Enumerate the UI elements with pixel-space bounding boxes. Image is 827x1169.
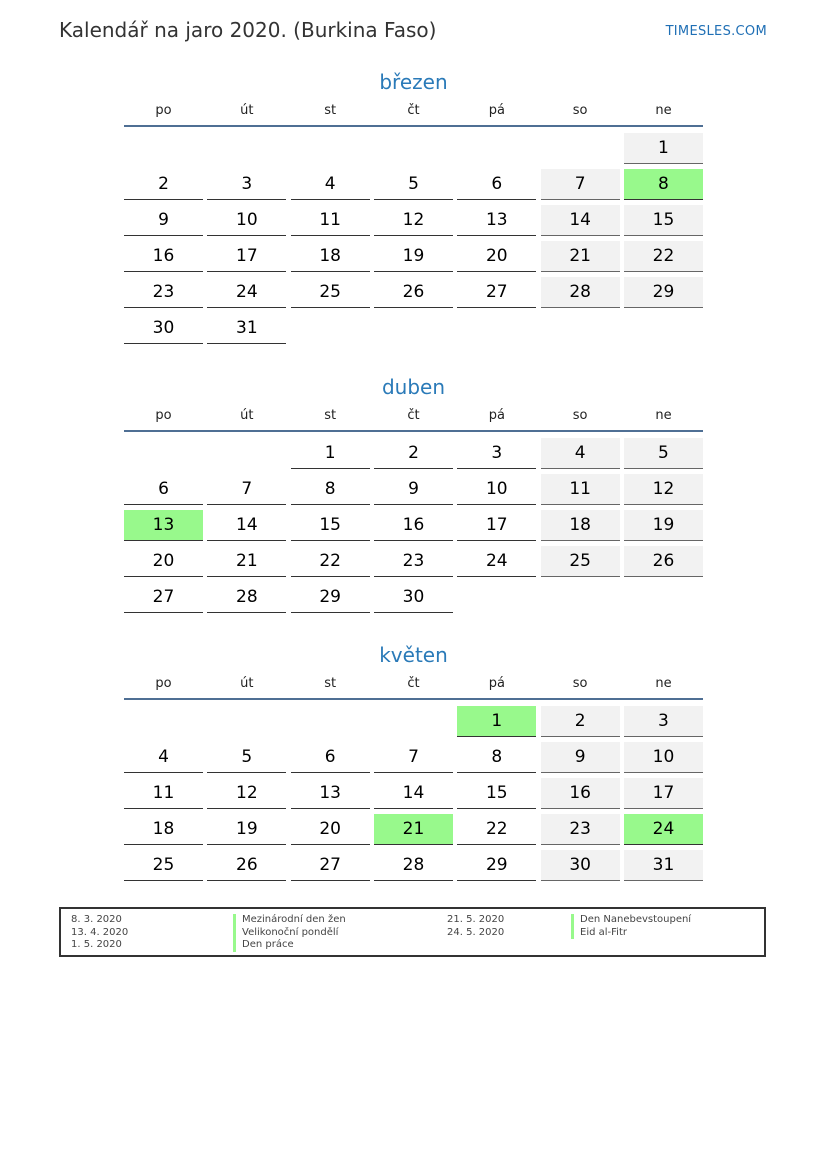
weekday-header [124,101,703,125]
day-cell: 18 [124,814,203,845]
day-cell: 31 [624,850,703,881]
day-cell: 20 [124,546,203,577]
day-cell: 11 [291,205,370,236]
day-cell: 14 [541,205,620,236]
day-cell: 26 [374,277,453,308]
day-cell: 26 [624,546,703,577]
legend-right-names [571,914,691,939]
day-cell: 17 [207,241,286,272]
empty-cell [374,133,453,163]
day-cell: 30 [374,582,453,613]
day-cell: 3 [457,438,536,469]
week-row [124,814,703,850]
weekday-label: ne [655,103,672,118]
weekday-label: so [572,103,588,118]
day-cell: 16 [374,510,453,541]
legend-left-names [233,914,346,952]
empty-cell [374,313,453,343]
week-row [124,582,703,618]
day-cell: 4 [124,742,203,773]
day-cell: 12 [207,778,286,809]
day-cell: 2 [541,706,620,737]
day-cell: 26 [207,850,286,881]
weekday-label: ne [655,676,672,691]
day-cell: 10 [457,474,536,505]
weekday-label: út [240,676,254,691]
legend-right-dates [447,914,504,939]
empty-cell [207,133,286,163]
empty-cell [457,582,536,612]
day-cell: 31 [207,313,286,344]
day-cell: 27 [457,277,536,308]
page-title: Kalendář na jaro 2020. (Burkina Faso) [59,18,437,42]
day-cell: 1 [291,438,370,469]
weekday-label: čt [407,103,420,118]
legend-holiday-name: Velikonoční pondělí [233,927,346,940]
legend-date: 8. 3. 2020 [71,914,122,925]
week-row [124,133,703,169]
header-divider [124,125,703,127]
day-cell: 29 [291,582,370,613]
empty-cell [624,582,703,612]
day-cell: 30 [124,313,203,344]
empty-cell [124,706,203,736]
day-cell: 24 [457,546,536,577]
weekday-label: út [240,408,254,423]
day-cell: 13 [291,778,370,809]
weekday-label: pá [488,676,505,691]
week-row [124,169,703,205]
day-cell: 20 [291,814,370,845]
day-cell: 19 [207,814,286,845]
day-cell: 30 [541,850,620,881]
day-cell: 19 [624,510,703,541]
day-cell: 12 [624,474,703,505]
day-cell: 15 [624,205,703,236]
day-cell: 23 [541,814,620,845]
day-cell: 15 [291,510,370,541]
day-cell: 20 [457,241,536,272]
holiday-day-cell: 21 [374,814,453,845]
weekday-label: út [240,103,254,118]
day-cell: 8 [291,474,370,505]
week-row [124,205,703,241]
day-cell: 27 [291,850,370,881]
weekday-label: čt [407,408,420,423]
day-cell: 15 [457,778,536,809]
empty-cell [541,582,620,612]
empty-cell [457,313,536,343]
holiday-day-cell: 8 [624,169,703,200]
legend-date: 1. 5. 2020 [71,939,122,950]
month-march [124,67,703,349]
day-cell: 12 [374,205,453,236]
day-cell: 5 [207,742,286,773]
weekday-label: čt [407,676,420,691]
week-row [124,546,703,582]
day-cell: 9 [374,474,453,505]
day-cell: 5 [624,438,703,469]
month-name: březen [379,70,448,94]
day-cell: 21 [207,546,286,577]
day-cell: 17 [457,510,536,541]
day-cell: 8 [457,742,536,773]
empty-cell [541,133,620,163]
day-cell: 3 [624,706,703,737]
day-cell: 24 [207,277,286,308]
empty-cell [124,133,203,163]
day-cell: 13 [457,205,536,236]
holiday-day-cell: 24 [624,814,703,845]
day-cell: 4 [541,438,620,469]
legend-holiday-name: Eid al-Fitr [571,927,691,940]
weekday-label: pá [488,408,505,423]
empty-cell [541,313,620,343]
day-cell: 22 [291,546,370,577]
weekday-label: po [155,408,172,423]
week-row [124,438,703,474]
day-cell: 22 [624,241,703,272]
day-cell: 6 [291,742,370,773]
day-cell: 25 [124,850,203,881]
empty-cell [124,438,203,468]
day-cell: 16 [541,778,620,809]
legend-left-dates [71,914,128,952]
day-cell: 10 [207,205,286,236]
day-cell: 28 [374,850,453,881]
day-cell: 19 [374,241,453,272]
empty-cell [291,313,370,343]
day-cell: 22 [457,814,536,845]
week-row [124,241,703,277]
weekday-label: pá [488,103,505,118]
day-cell: 18 [291,241,370,272]
month-name: květen [379,643,448,667]
weekday-label: st [324,103,337,118]
empty-cell [207,438,286,468]
weekday-label: so [572,676,588,691]
day-cell: 14 [207,510,286,541]
week-row [124,778,703,814]
week-row [124,277,703,313]
day-cell: 9 [541,742,620,773]
week-row [124,474,703,510]
day-cell: 25 [291,277,370,308]
legend-holiday-name: Mezinárodní den žen [233,914,346,927]
empty-cell [374,706,453,736]
day-cell: 3 [207,169,286,200]
day-cell: 6 [457,169,536,200]
day-cell: 7 [541,169,620,200]
weekday-label: so [572,408,588,423]
day-cell: 7 [374,742,453,773]
day-cell: 28 [541,277,620,308]
day-cell: 5 [374,169,453,200]
day-cell: 17 [624,778,703,809]
week-row [124,706,703,742]
empty-cell [624,313,703,343]
week-row [124,510,703,546]
day-cell: 4 [291,169,370,200]
empty-cell [207,706,286,736]
site-link[interactable]: TIMESLES.COM [665,24,767,39]
day-cell: 16 [124,241,203,272]
day-cell: 2 [124,169,203,200]
day-cell: 1 [624,133,703,164]
day-cell: 6 [124,474,203,505]
weekday-label: ne [655,408,672,423]
holiday-legend [59,907,766,957]
weekday-label: st [324,676,337,691]
holiday-day-cell: 13 [124,510,203,541]
day-cell: 10 [624,742,703,773]
week-row [124,313,703,349]
day-cell: 9 [124,205,203,236]
day-cell: 11 [541,474,620,505]
weekday-label: st [324,408,337,423]
day-cell: 23 [124,277,203,308]
day-cell: 28 [207,582,286,613]
header-divider [124,430,703,432]
empty-cell [457,133,536,163]
week-row [124,850,703,886]
weekday-label: po [155,103,172,118]
header-divider [124,698,703,700]
month-name: duben [381,375,446,399]
month-april [124,372,703,618]
empty-cell [291,706,370,736]
empty-cell [291,133,370,163]
weekday-label: po [155,676,172,691]
legend-date: 13. 4. 2020 [71,926,129,938]
day-cell: 11 [124,778,203,809]
day-cell: 29 [624,277,703,308]
legend-date: 21. 5. 2020 [447,914,505,925]
day-cell: 7 [207,474,286,505]
day-cell: 18 [541,510,620,541]
weekday-header [124,406,703,430]
holiday-day-cell: 1 [457,706,536,737]
day-cell: 2 [374,438,453,469]
day-cell: 23 [374,546,453,577]
day-cell: 14 [374,778,453,809]
weekday-header [124,674,703,698]
legend-holiday-name: Den Nanebevstoupení [571,914,691,927]
week-row [124,742,703,778]
day-cell: 27 [124,582,203,613]
legend-holiday-name: Den práce [233,939,346,952]
day-cell: 25 [541,546,620,577]
legend-date: 24. 5. 2020 [447,926,505,938]
day-cell: 21 [541,241,620,272]
month-may [124,640,703,886]
day-cell: 29 [457,850,536,881]
